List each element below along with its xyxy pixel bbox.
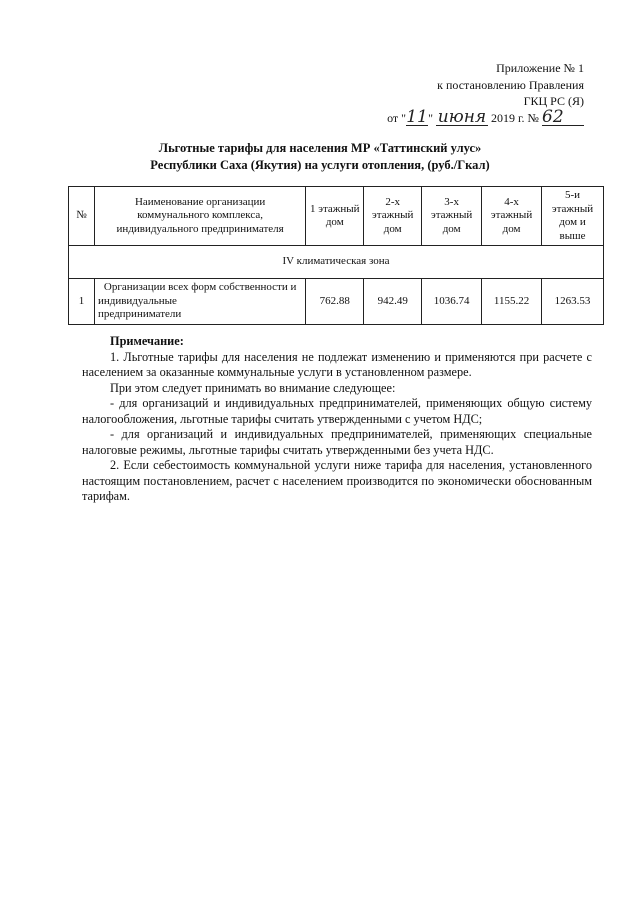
- row-value-5-floor: 1263.53: [542, 279, 604, 325]
- climate-zone: IV климатическая зона: [69, 246, 604, 279]
- appendix-header: [387, 60, 584, 126]
- note-paragraph-5: 2. Если себестоимость коммунальной услуги ниже тарифа для населения, установленного настоящим постановлением, расчет с населением производится по экономически обоснованным тарифам.: [82, 458, 592, 503]
- date-mid: ": [428, 110, 433, 125]
- header-5-floor: 5-и этажный дом и выше: [542, 187, 604, 246]
- header-num: №: [69, 187, 95, 246]
- date-year: 2019 г. №: [490, 110, 539, 125]
- header-2-floor: 2-х этажный дом: [364, 187, 422, 246]
- header-4-floor: 4-х этажный дом: [482, 187, 542, 246]
- document-title: [0, 140, 640, 174]
- appendix-date-line: [387, 106, 584, 127]
- tariffs-table: [68, 186, 604, 325]
- title-line-2: Республики Саха (Якутия) на услуги отопления, (руб./Гкал): [150, 158, 490, 172]
- note-paragraph-4: - для организаций и индивидуальных предпринимателей, применяющих специальные налоговые режимы, льготные тарифы считать утвержденными без учета НДС.: [82, 427, 592, 457]
- row-org-last: предприниматели: [97, 308, 182, 320]
- row-value-3-floor: 1036.74: [422, 279, 482, 325]
- note-paragraph-2: При этом следует принимать во внимание следующее:: [110, 380, 396, 395]
- notes-heading: Примечание:: [110, 334, 184, 348]
- appendix-number: Приложение № 1: [496, 61, 584, 75]
- notes-section: [82, 334, 592, 505]
- row-value-4-floor: 1155.22: [482, 279, 542, 325]
- handwritten-day: 11: [406, 106, 428, 127]
- row-value-2-floor: 942.49: [364, 279, 422, 325]
- appendix-resolution: к постановлению Правления: [437, 77, 584, 92]
- table-zone-row: [69, 246, 604, 279]
- handwritten-month: июня: [437, 106, 487, 127]
- date-prefix: от ": [387, 110, 407, 125]
- row-org-main: Организации всех форм собственности и индивидуальные: [97, 281, 297, 307]
- header-1-floor: 1 этажный дом: [306, 187, 364, 246]
- appendix-authority: ГКЦ РС (Я): [523, 94, 584, 108]
- table-header-row: [69, 187, 604, 246]
- title-line-1: Льготные тарифы для населения МР «Таттинский улус»: [158, 141, 482, 155]
- row-org: [94, 279, 305, 325]
- table-row: [69, 279, 604, 325]
- header-org: Наименование организации коммунального комплекса, индивидуального предпринимателя: [94, 187, 305, 246]
- header-3-floor: 3-х этажный дом: [422, 187, 482, 246]
- note-paragraph-3: - для организаций и индивидуальных предпринимателей, применяющих общую систему налогообложения, льготные тарифы считать утвержденными с учетом НДС;: [82, 396, 592, 426]
- row-num: 1: [69, 279, 95, 325]
- handwritten-number: 62: [542, 110, 584, 126]
- note-paragraph-1: 1. Льготные тарифы для населения не подлежат изменению и применяются при расчете с населением за оказанные коммунальные услуги в установленном размере.: [82, 349, 592, 379]
- row-value-1-floor: 762.88: [306, 279, 364, 325]
